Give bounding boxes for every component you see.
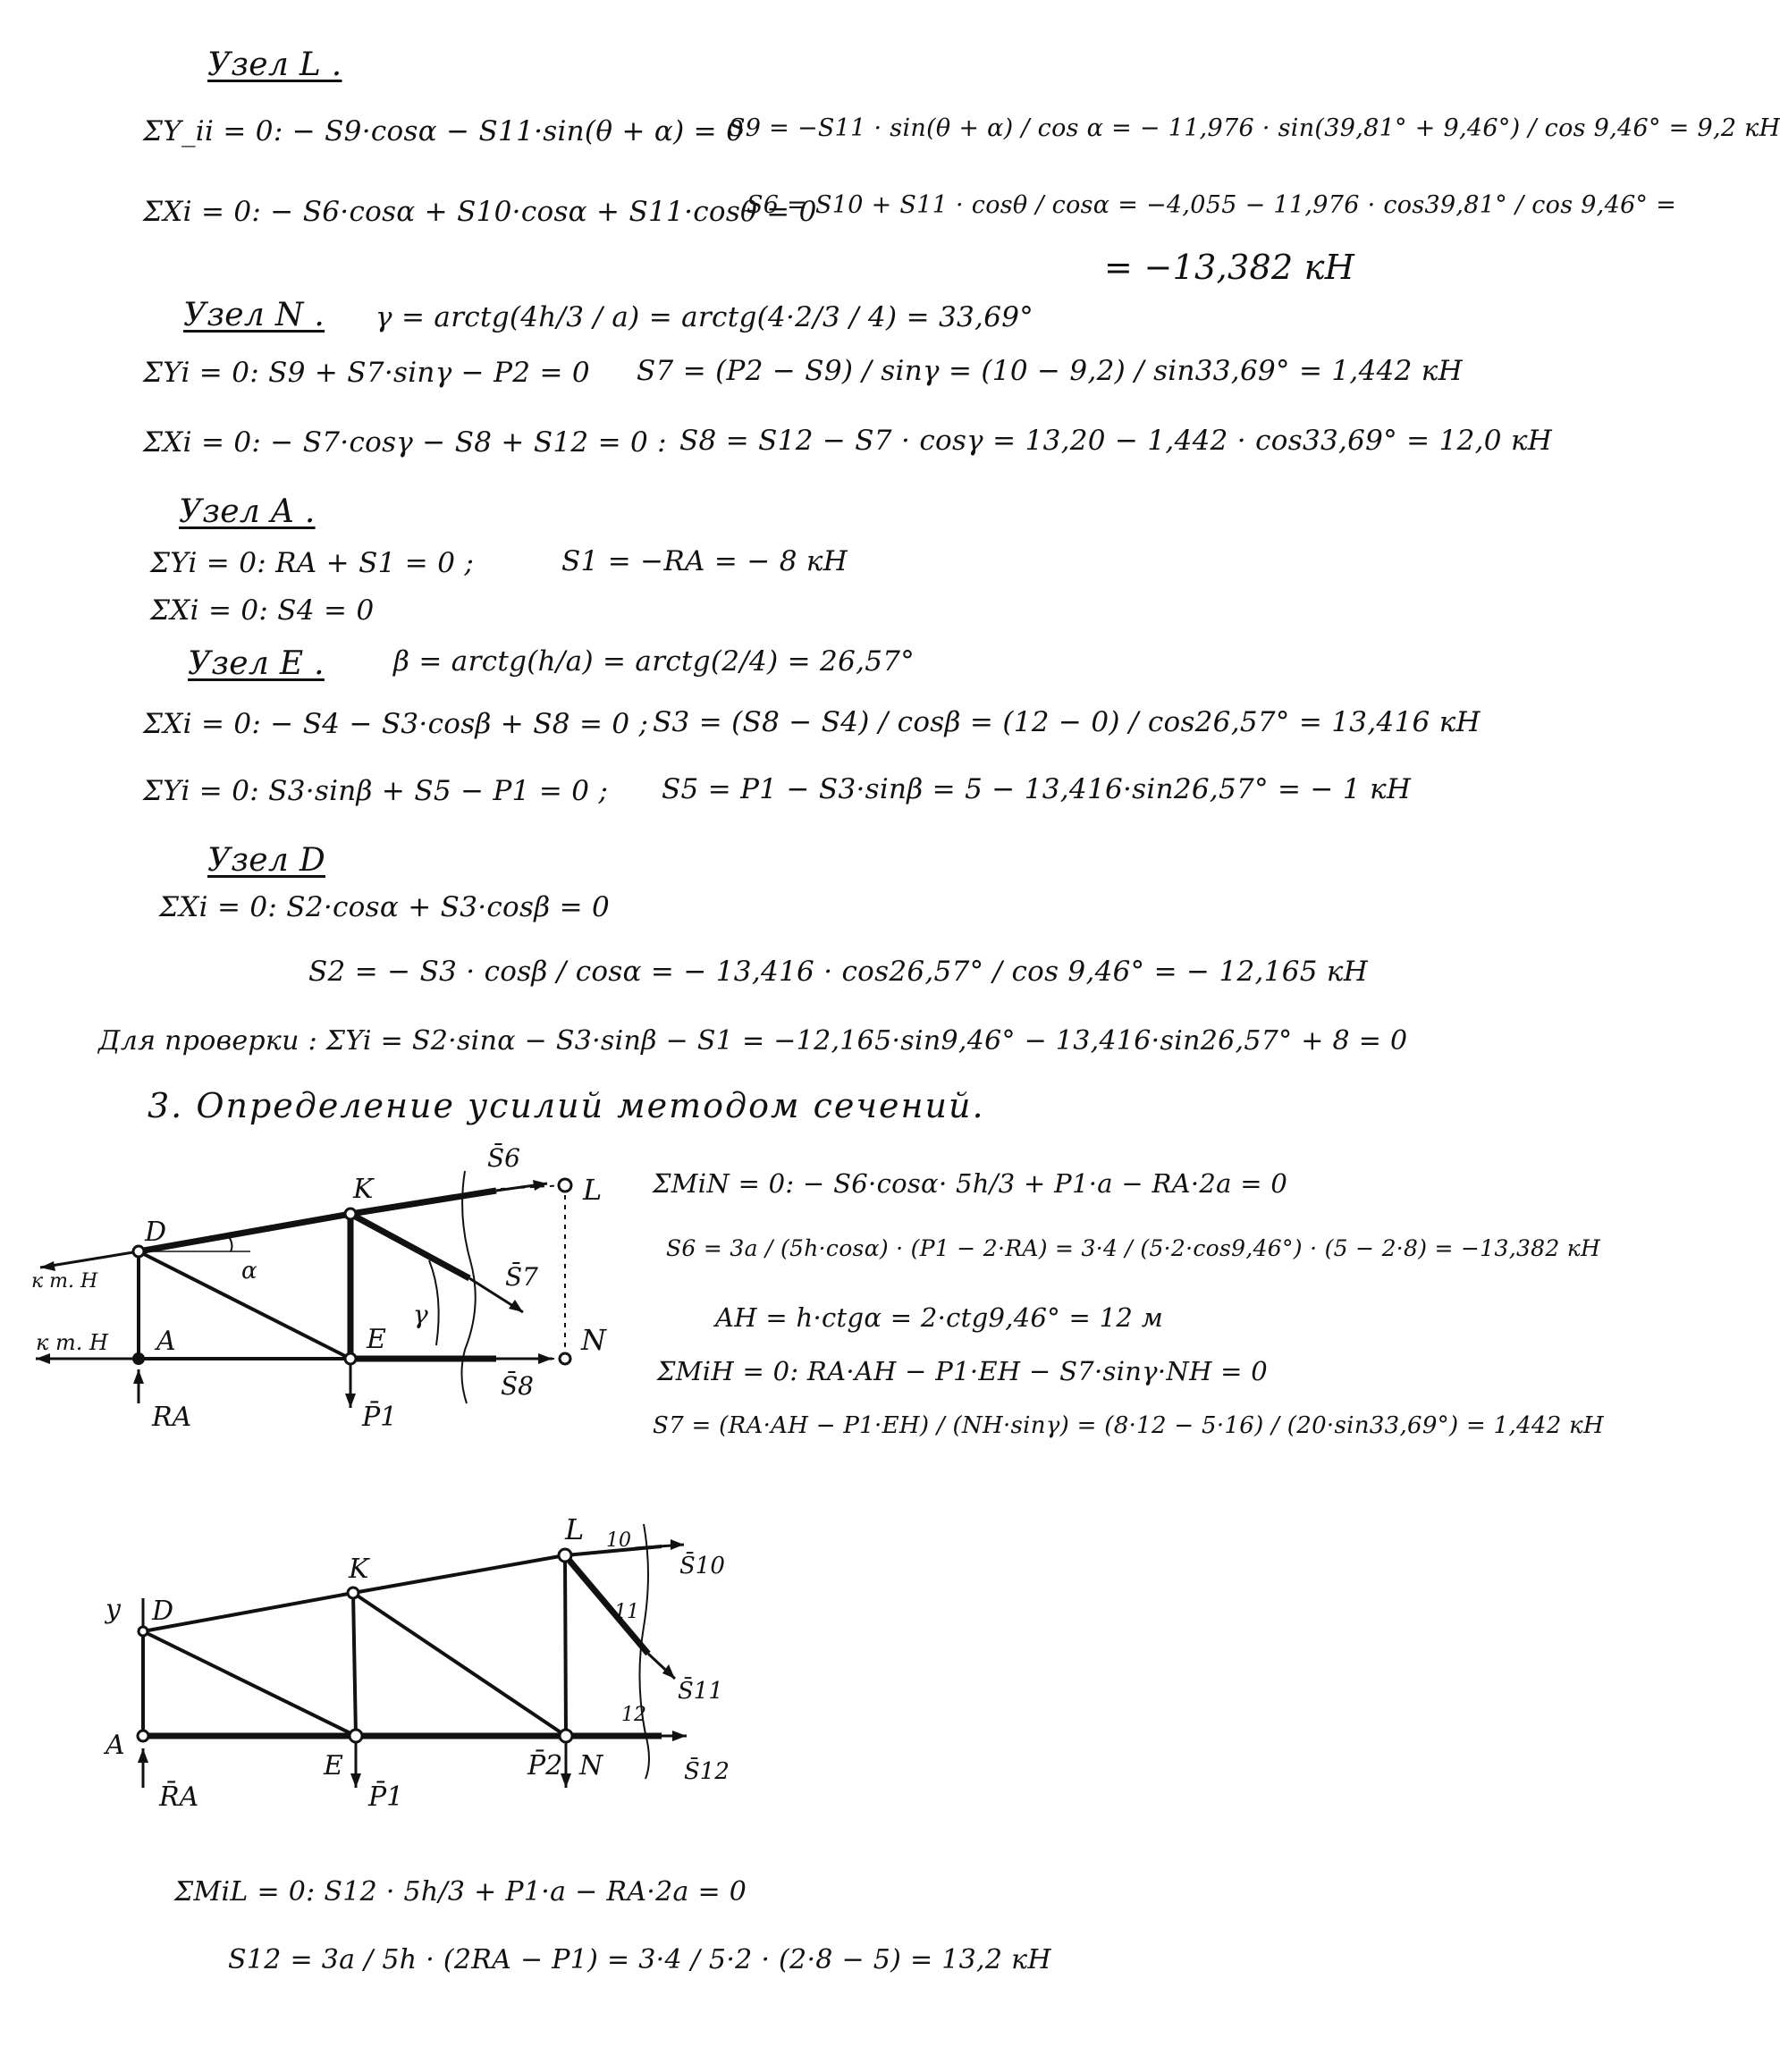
arrow-to-H-1 <box>40 1251 139 1268</box>
label-bar-12: 12 <box>621 1704 646 1726</box>
node-L-eq2: ΣXi = 0: − S6·cosα + S10·cosα + S11·cosθ = 0 <box>143 196 817 228</box>
label-S11: S̄11 <box>678 1678 723 1705</box>
bar-K-N <box>353 1593 566 1736</box>
truss-figure-1 <box>0 1135 644 1433</box>
arrow-RA-head <box>138 1748 148 1763</box>
label-K: K <box>349 1554 369 1585</box>
label-D: D <box>145 1217 167 1248</box>
node-A-title: Узел A . <box>179 493 316 530</box>
label-S6: S̄6 <box>487 1143 520 1173</box>
section-cut-line <box>461 1171 475 1403</box>
label-N: N <box>581 1323 606 1357</box>
label-L: L <box>583 1173 603 1207</box>
bar-D-K <box>139 1214 350 1251</box>
bar-L-N <box>565 1555 566 1736</box>
fig1-eq4: ΣMiH = 0: RA·AH − P1·EH − S7·sinγ·NH = 0 <box>657 1356 1269 1386</box>
node-D-eq1: ΣXi = 0: S2·cosα + S3·cosβ = 0 <box>159 891 611 923</box>
node-N-title: Узел N . <box>183 297 325 333</box>
arrow-RA-head <box>133 1369 144 1384</box>
arrow-S7-head <box>509 1300 523 1312</box>
node-L-title: Узел L . <box>207 46 342 83</box>
node-D <box>133 1246 144 1257</box>
arrow-S6-head <box>533 1180 547 1191</box>
fig1-eq2: S6 = 3a / (5h·cosα) · (P1 − 2·RA) = 3·4 / (5·2·cos9,46°) · (5 − 2·8) = −13,382 кН <box>666 1235 1601 1261</box>
label-bar-10: 10 <box>606 1529 631 1552</box>
label-A: A <box>105 1730 125 1761</box>
label-P2: P̄2 <box>527 1750 563 1781</box>
node-E <box>345 1353 356 1364</box>
bar-K-N <box>350 1214 469 1278</box>
label-P1: P̄1 <box>362 1402 398 1433</box>
label-D: D <box>152 1596 174 1627</box>
node-D <box>139 1627 148 1636</box>
section-3-heading: 3. Определение усилий методом сечений. <box>148 1086 985 1125</box>
label-E: E <box>324 1750 343 1781</box>
arrow-S8-head <box>538 1353 553 1364</box>
label-P1: P̄1 <box>368 1781 404 1813</box>
node-A-eq1: ΣYi = 0: RA + S1 = 0 ; <box>150 547 475 579</box>
node-E-eq2: ΣYi = 0: S3·sinβ + S5 − P1 = 0 ; <box>143 775 609 807</box>
node-E-eq1: ΣXi = 0: − S4 − S3·cosβ + S8 = 0 ; <box>143 708 649 740</box>
label-N: N <box>579 1750 603 1781</box>
label-L: L <box>565 1512 585 1546</box>
label-S10: S̄10 <box>679 1553 725 1579</box>
label-y: y <box>105 1594 121 1625</box>
label-RA: RA <box>152 1402 192 1433</box>
node-A <box>138 1731 148 1741</box>
node-L-sol2: S6 = S10 + S11 · cosθ / cosα = −4,055 − 11,976 · cos39,81° / cos 9,46° = <box>747 191 1677 219</box>
label-S8: S̄8 <box>501 1371 534 1401</box>
node-L <box>559 1179 571 1192</box>
node-L-sol2-result: = −13,382 кН <box>1104 248 1355 287</box>
label-K: K <box>353 1174 374 1205</box>
node-A-sol1: S1 = −RA = − 8 кН <box>561 545 848 577</box>
arrow-P1-head <box>350 1773 361 1788</box>
bar-D-K <box>143 1593 353 1631</box>
label-toward-H-2: к т. H <box>36 1330 108 1355</box>
node-E-beta: β = arctg(h/a) = arctg(2/4) = 26,57° <box>393 645 915 678</box>
fig2-eq1: ΣMiL = 0: S12 · 5h/3 + P1·a − RA·2a = 0 <box>174 1876 747 1908</box>
label-bar-11: 11 <box>614 1601 639 1623</box>
node-L <box>559 1549 571 1562</box>
fig1-eq5: S7 = (RA·AH − P1·EH) / (NH·sinγ) = (8·12 − 5·16) / (20·sin33,69°) = 1,442 кН <box>653 1412 1604 1439</box>
node-A <box>132 1352 145 1365</box>
fig1-eq1: ΣMiN = 0: − S6·cosα· 5h/3 + P1·a − RA·2a = 0 <box>653 1168 1288 1199</box>
node-N-sol2: S8 = S12 − S7 · cosγ = 13,20 − 1,442 · cos33,69° = 12,0 кН <box>679 425 1553 457</box>
node-E-sol1: S3 = (S8 − S4) / cosβ = (12 − 0) / cos26,57° = 13,416 кН <box>653 706 1481 738</box>
node-E <box>350 1730 362 1742</box>
label-alpha: α <box>241 1258 257 1284</box>
node-L-eq1: ΣY_ii = 0: − S9·cosα − S11·sin(θ + α) = 0 <box>143 115 745 147</box>
label-gamma: γ <box>413 1300 428 1329</box>
fig2-eq2: S12 = 3a / 5h · (2RA − P1) = 3·4 / 5·2 · (2·8 − 5) = 13,2 кН <box>228 1944 1051 1975</box>
arrow-S12-head <box>672 1731 687 1741</box>
arrow-P1-head <box>345 1394 356 1408</box>
node-N <box>560 1730 572 1742</box>
fig1-eq3: AH = h·ctgα = 2·ctg9,46° = 12 м <box>715 1302 1164 1333</box>
node-K <box>345 1209 356 1219</box>
label-S7: S̄7 <box>505 1262 538 1292</box>
label-RA: R̄A <box>159 1781 199 1813</box>
node-E-title: Узел E . <box>188 645 325 682</box>
node-D-title: Узел D <box>207 842 325 879</box>
angle-gamma-arc <box>429 1260 439 1345</box>
check-line: Для проверки : ΣYi = S2·sinα − S3·sinβ − S1 = −12,165·sin9,46° − 13,416·sin26,57° + 8 = 0 <box>98 1025 1408 1057</box>
bar-K-E <box>353 1593 356 1736</box>
node-N-eq2: ΣXi = 0: − S7·cosγ − S8 + S12 = 0 : <box>143 426 667 459</box>
label-E: E <box>367 1324 386 1355</box>
label-A: A <box>156 1326 176 1357</box>
label-S12: S̄12 <box>684 1758 730 1785</box>
node-N-sol1: S7 = (P2 − S9) / sinγ = (10 − 9,2) / sin33,69° = 1,442 кН <box>637 355 1463 387</box>
node-A-eq2: ΣXi = 0: S4 = 0 <box>150 594 375 627</box>
truss-figure-2 <box>89 1512 769 1841</box>
node-D-sol1: S2 = − S3 · cosβ / cosα = − 13,416 · cos26,57° / cos 9,46° = − 12,165 кН <box>308 956 1369 988</box>
node-N <box>560 1353 570 1364</box>
node-N-gamma: γ = arctg(4h/3 / a) = arctg(4·2/3 / 4) = 33,69° <box>375 301 1034 333</box>
bar-K-L <box>353 1555 565 1593</box>
bar-D-E <box>143 1631 356 1736</box>
arrow-S10-head <box>671 1539 684 1550</box>
node-N-eq1: ΣYi = 0: S9 + S7·sinγ − P2 = 0 <box>143 357 590 389</box>
node-L-sol1: S9 = −S11 · sin(θ + α) / cos α = − 11,976 · sin(39,81° + 9,46°) / cos 9,46° = 9,2 кН <box>729 114 1780 142</box>
label-toward-H-1: к т. H <box>31 1270 98 1293</box>
arrow-S11-head <box>662 1664 675 1679</box>
node-E-sol2: S5 = P1 − S3·sinβ = 5 − 13,416·sin26,57° = − 1 кН <box>662 773 1412 805</box>
node-K <box>348 1588 359 1598</box>
